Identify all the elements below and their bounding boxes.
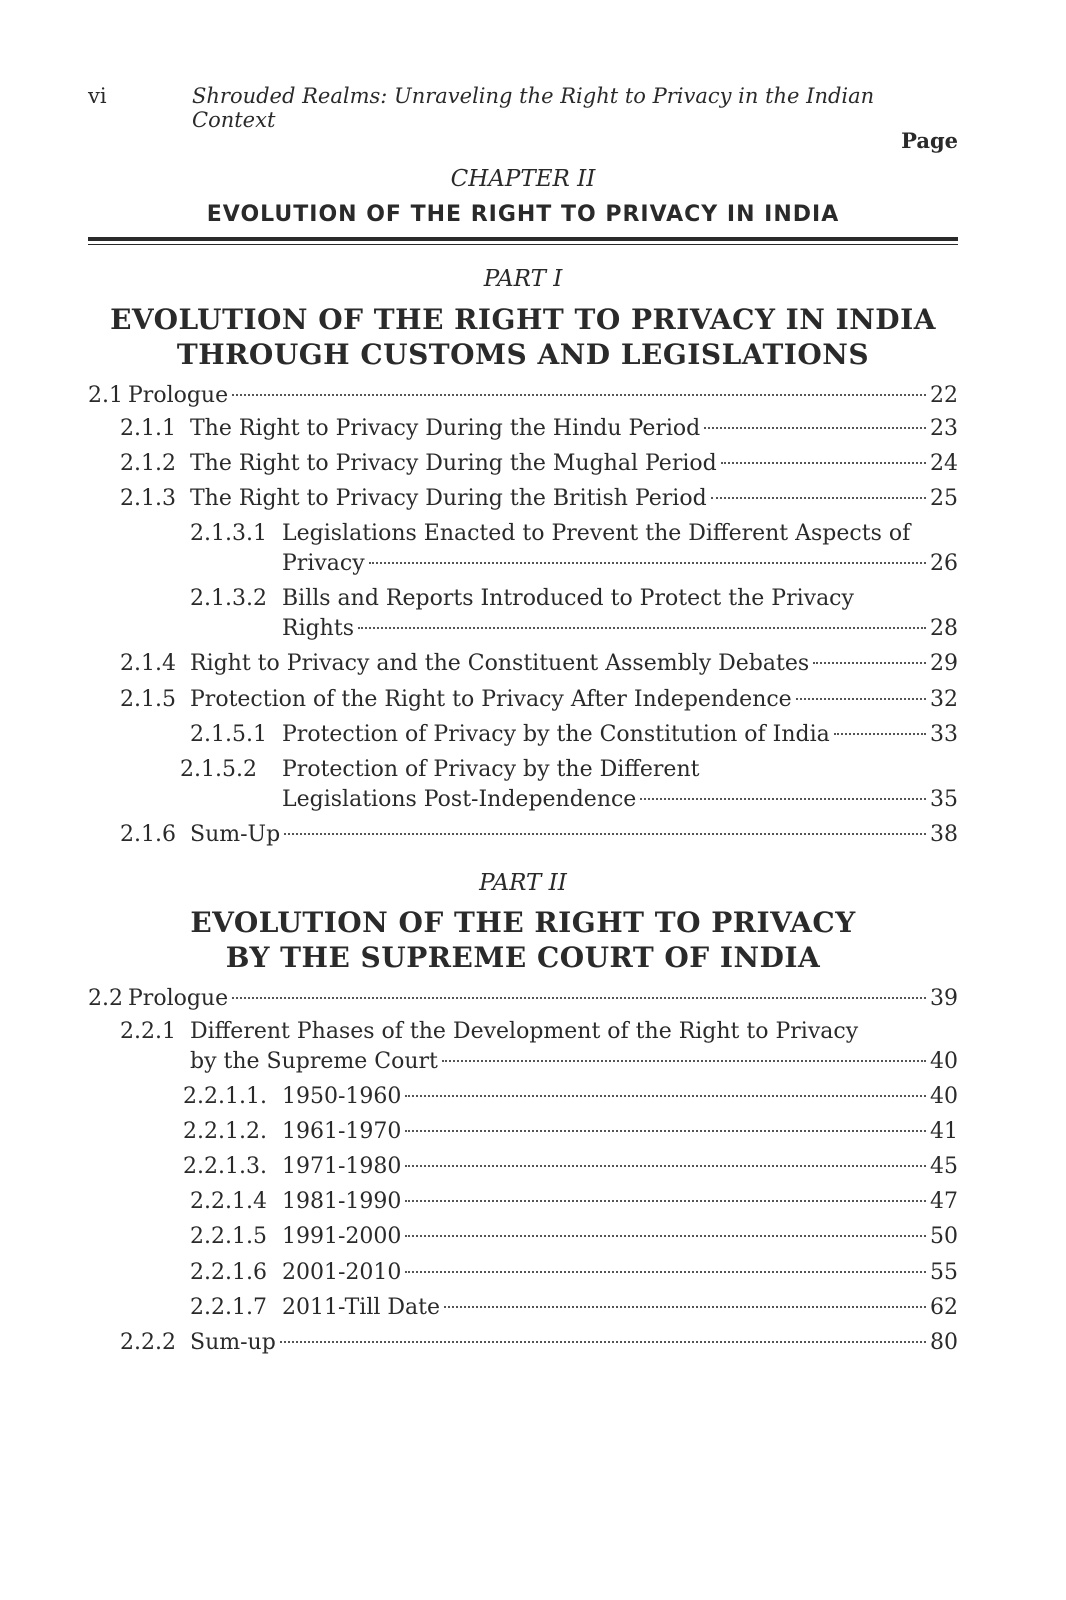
toc-entry-page: 45 [930,1154,958,1179]
toc-entry-page: 40 [930,1049,958,1074]
dot-leader [813,662,926,664]
toc-entry[interactable] [190,720,958,750]
toc-entry-title: The Right to Privacy During the British Period [190,486,707,511]
toc-entry-title: Protection of the Right to Privacy After Independence [190,687,792,712]
page-column-label: Page [901,128,958,153]
toc-entry-page: 47 [930,1189,958,1214]
toc-entry-title: Prologue [128,986,229,1011]
toc-entry-title: Right to Privacy and the Constituent Assembly Debates [190,651,810,676]
dot-leader [704,427,926,429]
toc-entry-title-continued: Legislations Post-Independence [282,787,637,812]
toc-entry[interactable] [190,1258,958,1288]
toc-entry-title: 1981-1990 [282,1189,402,1214]
part2-title-line1: EVOLUTION OF THE RIGHT TO PRIVACY [190,906,856,939]
toc-entry-title-continued: Privacy [282,551,365,576]
toc-entry-title-continued: by the Supreme Court [190,1049,438,1074]
toc-entry-number: 2.1.4 [120,651,176,676]
toc-entry-page: 80 [930,1330,958,1355]
dot-leader [796,698,926,700]
toc-entry[interactable] [120,484,958,514]
toc-entry[interactable] [88,984,958,1014]
toc-entry-number: 2.2.1.4 [190,1189,267,1214]
toc-entry-title-continued: Rights [282,616,354,641]
dot-leader [232,394,926,396]
dot-leader [405,1095,926,1097]
toc-entry-number: 2.2.1.7 [190,1295,267,1320]
toc-entry[interactable] [282,785,958,815]
toc-entry-page: 50 [930,1224,958,1249]
toc-entry-page: 32 [930,687,958,712]
dot-leader [834,733,926,735]
dot-leader [284,833,926,835]
toc-entry-title: Sum-Up [190,822,281,847]
toc-entry-title: Prologue [128,383,229,408]
part2-title-line2: BY THE SUPREME COURT OF INDIA [225,941,821,974]
toc-entry-number: 2.2.1 [120,1019,176,1044]
toc-entry[interactable] [120,1328,958,1358]
toc-entry-number: 2.2.1.2. [183,1119,267,1144]
toc-entry-title: 1961-1970 [282,1119,402,1144]
toc-entry-title: 2011-Till Date [282,1295,441,1320]
toc-entry-title: The Right to Privacy During the Mughal Period [190,451,717,476]
chapter-rule-thin [88,244,958,245]
toc-entry-page: 33 [930,722,958,747]
toc-entry[interactable] [282,614,958,644]
toc-entry[interactable] [190,1222,958,1252]
toc-entry[interactable] [120,820,958,850]
toc-entry-page: 62 [930,1295,958,1320]
toc-entry-page: 35 [930,787,958,812]
toc-entry-first-line[interactable] [190,519,910,549]
toc-entry-page: 22 [930,383,958,408]
dot-leader [721,462,926,464]
toc-entry[interactable] [282,549,958,579]
toc-entry-number: 2.1.2 [120,451,176,476]
toc-entry-number: 2.1 [88,383,123,408]
part1-label: PART I [483,266,563,292]
toc-entry-page: 55 [930,1260,958,1285]
toc-entry-number: 2.1.3 [120,486,176,511]
toc-entry-title: Legislations Enacted to Prevent the Different Aspects of [282,521,911,546]
toc-entry-title: 1971-1980 [282,1154,402,1179]
toc-entry-number: 2.2.2 [120,1330,176,1355]
toc-entry-title: Protection of Privacy by the Constitution of India [282,722,830,747]
toc-entry-number: 2.1.6 [120,822,176,847]
toc-entry-number: 2.1.3.1 [190,521,267,546]
dot-leader [405,1235,926,1237]
toc-entry-page: 26 [930,551,958,576]
toc-entry-page: 28 [930,616,958,641]
toc-entry[interactable] [190,1293,958,1323]
toc-entry[interactable] [190,1047,958,1077]
toc-entry-number: 2.1.5.1 [190,722,267,747]
toc-entry[interactable] [120,685,958,715]
dot-leader [232,997,926,999]
chapter-title: EVOLUTION OF THE RIGHT TO PRIVACY IN INDIA [206,202,840,227]
toc-entry-page: 40 [930,1084,958,1109]
toc-entry[interactable] [120,414,958,444]
toc-entry[interactable] [88,381,958,411]
toc-entry-title: Protection of Privacy by the Different [282,757,700,782]
dot-leader [405,1130,926,1132]
toc-entry[interactable] [190,1187,958,1217]
chapter-rule-thick [88,237,958,241]
toc-entry-title: Sum-up [190,1330,276,1355]
toc-entry-number: 2.1.1 [120,416,176,441]
toc-entry-number: 2.2.1.6 [190,1260,267,1285]
toc-entry-page: 39 [930,986,958,1011]
toc-entry-title: 1991-2000 [282,1224,402,1249]
toc-entry-title: 2001-2010 [282,1260,402,1285]
toc-entry-title: The Right to Privacy During the Hindu Period [190,416,701,441]
dot-leader [640,798,926,800]
toc-entry-page: 25 [930,486,958,511]
toc-entry-number: 2.1.5.2 [180,757,257,782]
dot-leader [711,497,926,499]
toc-entry-number: 2.1.3.2 [190,586,267,611]
dot-leader [358,627,926,629]
toc-entry-page: 41 [930,1119,958,1144]
toc-entry[interactable] [120,649,958,679]
toc-entry-first-line[interactable] [180,755,699,785]
toc-entry-title: Bills and Reports Introduced to Protect the Privacy [282,586,854,611]
toc-entry-number: 2.2.1.5 [190,1224,267,1249]
dot-leader [405,1271,926,1273]
dot-leader [369,562,926,564]
toc-entry-page: 23 [930,416,958,441]
toc-entry-page: 24 [930,451,958,476]
toc-entry-first-line[interactable] [120,1017,858,1047]
toc-entry-number: 2.2.1.3. [183,1154,267,1179]
toc-entry-title: Different Phases of the Development of the Right to Privacy [190,1019,859,1044]
toc-entry-number: 2.2.1.1. [183,1084,267,1109]
dot-leader [405,1200,926,1202]
dot-leader [405,1165,926,1167]
toc-entry[interactable] [183,1082,958,1112]
page-folio: vi [88,84,107,108]
book-title: Shrouded Realms: Unraveling the Right to Privacy in the Indian Context [192,84,875,132]
chapter-label: CHAPTER II [450,166,596,192]
toc-entry[interactable] [183,1152,958,1182]
toc-entry[interactable] [120,449,958,479]
running-head [88,84,958,132]
part1-title-line2: THROUGH CUSTOMS AND LEGISLATIONS [176,338,870,371]
toc-entry-title: 1950-1960 [282,1084,402,1109]
toc-entry-number: 2.2 [88,986,123,1011]
toc-entry[interactable] [183,1117,958,1147]
toc-entry-page: 38 [930,822,958,847]
dot-leader [442,1060,926,1062]
part1-title-line1: EVOLUTION OF THE RIGHT TO PRIVACY IN INDIA [110,303,936,336]
dot-leader [280,1341,926,1343]
dot-leader [444,1306,926,1308]
toc-entry-page: 29 [930,651,958,676]
part2-label: PART II [479,870,567,896]
toc-entry-number: 2.1.5 [120,687,176,712]
toc-entry-first-line[interactable] [190,584,854,614]
